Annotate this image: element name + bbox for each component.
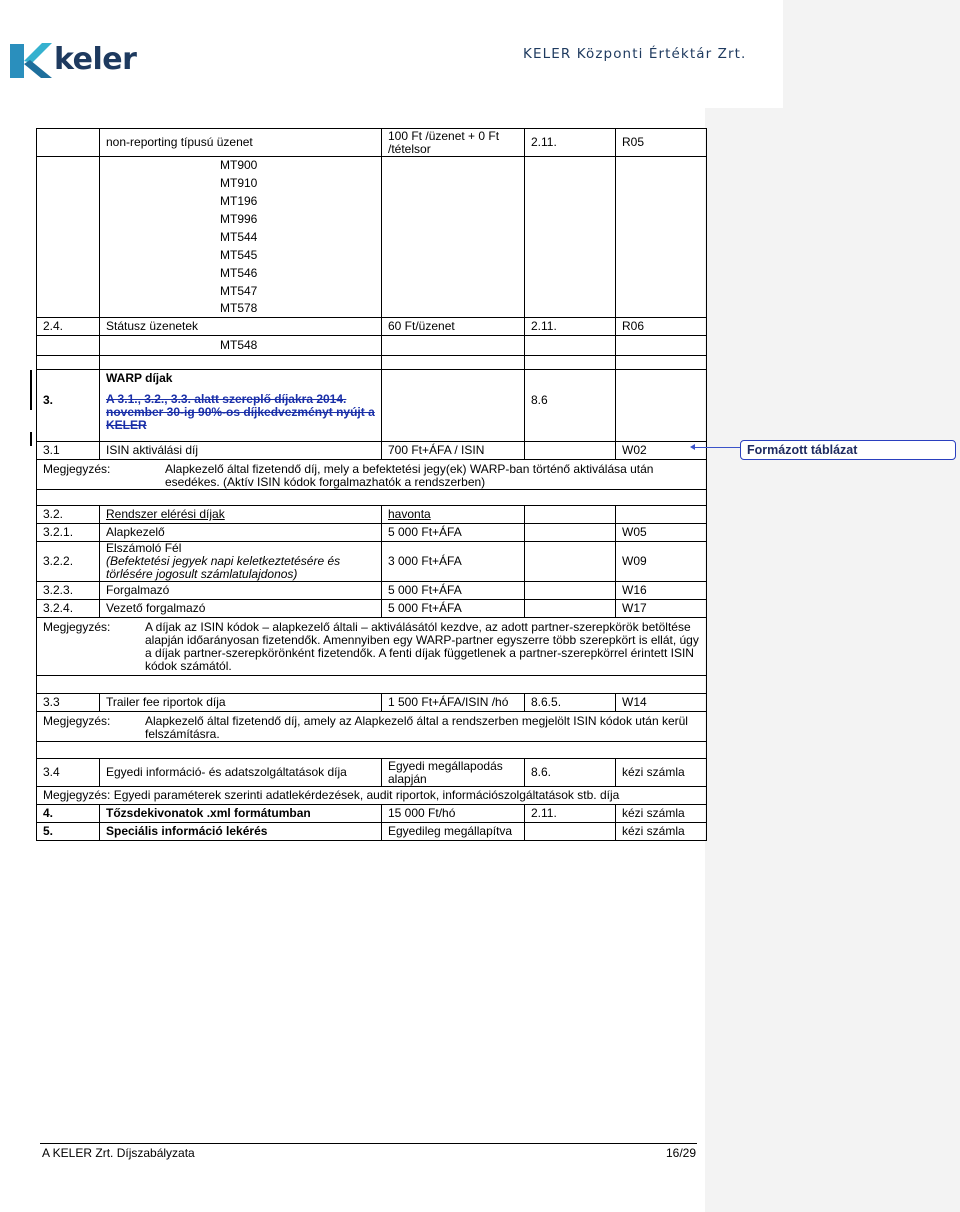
- cell-fee: 100 Ft /üzenet + 0 Ft /tételsor: [382, 129, 525, 157]
- role-name: Elszámoló Fél: [106, 541, 182, 555]
- comment-pane: [705, 108, 960, 1212]
- cell-description: Tőzsdekivonatok .xml formátumban: [100, 805, 382, 823]
- table-row: [37, 694, 707, 712]
- note-cell: [37, 460, 707, 490]
- message-type: MT548: [100, 336, 382, 356]
- table-row: [37, 490, 707, 506]
- cell-code: W02: [616, 442, 707, 460]
- cell-ref: 8.6.5.: [525, 694, 616, 712]
- cell-fee: 3 000 Ft+ÁFA: [382, 542, 525, 582]
- table-row: [37, 712, 707, 742]
- comment-connector: [694, 447, 740, 448]
- cell-number: 3.4: [37, 759, 100, 787]
- message-type: MT910: [100, 175, 382, 193]
- table-row: [37, 805, 707, 823]
- cell-ref: 8.6: [525, 370, 616, 442]
- cell-description: Státusz üzenetek: [100, 318, 382, 336]
- note-cell: [37, 712, 707, 742]
- table-row: [37, 129, 707, 157]
- table-row: [37, 175, 707, 193]
- note-text: A díjak az ISIN kódok – alapkezelő általi – aktiválásától kezdve, az adott partner-szerepkörök betöltése alapján időarányosan fizetendők. Amennyiben egy WARP-partner egyszerre több szerepkört is ellát, úgy a díjak partner-szerepkörönként fizetendők. A fenti díjak függetlenek a partner-szerepkörrel érintett ISIN kódok számától.: [145, 620, 699, 673]
- message-type: MT196: [100, 193, 382, 211]
- deleted-text: A 3.1., 3.2., 3.3. alatt szereplő díjakra 2014. november 30-ig 90%-os díjkedvezményt nyújt a KELER: [106, 392, 375, 432]
- cell-ref: 2.11.: [525, 129, 616, 157]
- cell-code: W16: [616, 582, 707, 600]
- page-number: 16/29: [666, 1146, 697, 1160]
- note-label: Megjegyzés:: [43, 462, 111, 476]
- message-type: MT547: [100, 283, 382, 301]
- table-row: [37, 356, 707, 370]
- cell-number: 3.3: [37, 694, 100, 712]
- cell-ref: 2.11.: [525, 318, 616, 336]
- cell-description: Speciális információ lekérés: [100, 823, 382, 841]
- table-row: [37, 283, 707, 301]
- cell-description: [100, 542, 382, 582]
- table-row: [37, 823, 707, 841]
- table-row: [37, 460, 707, 490]
- cell-fee: Egyedileg megállapítva: [382, 823, 525, 841]
- cell-ref: 2.11.: [525, 805, 616, 823]
- cell-number: 3.2.3.: [37, 582, 100, 600]
- cell-number: 3.: [37, 370, 100, 442]
- role-note: (Befektetési jegyek napi keletkeztetésére és törlésére jogosult számlatulajdonos): [106, 554, 341, 581]
- table-row: [37, 336, 707, 356]
- table-row: [37, 787, 707, 805]
- cell-fee: 700 Ft+ÁFA / ISIN: [382, 442, 525, 460]
- cell-description: ISIN aktiválási díj: [100, 442, 382, 460]
- table-row: [37, 265, 707, 283]
- cell-fee: 1 500 Ft+ÁFA/ISIN /hó: [382, 694, 525, 712]
- note-text: Alapkezelő által fizetendő díj, mely a befektetési jegy(ek) WARP-ban történő aktiválása után esedékes. (Aktív ISIN kódok forgalmazhatók a rendszerben): [165, 462, 654, 489]
- cell-description: Alapkezelő: [100, 524, 382, 542]
- cell-description: Vezető forgalmazó: [100, 600, 382, 618]
- note-label: Megjegyzés:: [43, 620, 111, 634]
- table-row: [37, 301, 707, 318]
- cell-description: Forgalmazó: [100, 582, 382, 600]
- cell-number: 3.1: [37, 442, 100, 460]
- cell-description: Trailer fee riportok díja: [100, 694, 382, 712]
- cell-ref: 8.6.: [525, 759, 616, 787]
- cell-code: kézi számla: [616, 823, 707, 841]
- cell-description: Egyedi információ- és adatszolgáltatások díja: [100, 759, 382, 787]
- message-type: MT900: [100, 157, 382, 175]
- table-row: [37, 524, 707, 542]
- cell-code: R05: [616, 129, 707, 157]
- cell-description: Rendszer elérési díjak: [100, 506, 382, 524]
- cell-number: 3.2.: [37, 506, 100, 524]
- cell-fee: 5 000 Ft+ÁFA: [382, 524, 525, 542]
- cell-code: W17: [616, 600, 707, 618]
- logo-text: keler: [54, 42, 137, 77]
- table-row: [37, 676, 707, 694]
- table-row: [37, 193, 707, 211]
- table-row: [37, 370, 707, 442]
- cell-code: W14: [616, 694, 707, 712]
- note-text: Alapkezelő által fizetendő díj, amely az Alapkezelő által a rendszerben megjelölt ISIN kódok után kerül felszámításra.: [145, 714, 688, 741]
- table-row: [37, 542, 707, 582]
- table-row: [37, 229, 707, 247]
- message-type: MT578: [100, 301, 382, 318]
- note-label: Megjegyzés:: [43, 714, 111, 728]
- margin-band: [783, 0, 960, 108]
- table-row: [37, 582, 707, 600]
- table-row: [37, 618, 707, 676]
- note-text: Megjegyzés: Egyedi paraméterek szerinti adatlekérdezések, audit riportok, információszolgáltatások stb. díja: [37, 787, 707, 805]
- cell-fee: Egyedi megállapodás alapján: [382, 759, 525, 787]
- cell-number: 3.2.1.: [37, 524, 100, 542]
- cell-fee: 5 000 Ft+ÁFA: [382, 582, 525, 600]
- company-name: KELER Központi Értéktár Zrt.: [523, 46, 747, 62]
- cell-description: non-reporting típusú üzenet: [100, 129, 382, 157]
- table-row: [37, 318, 707, 336]
- footer-title: A KELER Zrt. Díjszabályzata: [42, 1146, 195, 1160]
- cell-fee: 5 000 Ft+ÁFA: [382, 600, 525, 618]
- change-bar: [30, 370, 32, 410]
- fee-table: [36, 128, 707, 841]
- cell-fee: 15 000 Ft/hó: [382, 805, 525, 823]
- table-row: [37, 442, 707, 460]
- table-row: [37, 759, 707, 787]
- table-row: [37, 247, 707, 265]
- message-type: MT544: [100, 229, 382, 247]
- table-row: [37, 211, 707, 229]
- cell-fee: havonta: [382, 506, 525, 524]
- cell-description: [100, 370, 382, 442]
- table-row: [37, 506, 707, 524]
- cell-code: W05: [616, 524, 707, 542]
- table-row: [37, 600, 707, 618]
- cell-code: W09: [616, 542, 707, 582]
- cell-code: kézi számla: [616, 759, 707, 787]
- section-title: WARP díjak: [106, 371, 173, 385]
- table-row: [37, 742, 707, 759]
- cell-code: R06: [616, 318, 707, 336]
- message-type: MT546: [100, 265, 382, 283]
- cell-number: 3.2.4.: [37, 600, 100, 618]
- message-type: MT545: [100, 247, 382, 265]
- cell-number: 2.4.: [37, 318, 100, 336]
- cell-code: kézi számla: [616, 805, 707, 823]
- change-bar: [30, 432, 32, 446]
- cell-number: 3.2.2.: [37, 542, 100, 582]
- table-row: [37, 157, 707, 175]
- cell-number: 5.: [37, 823, 100, 841]
- note-cell: [37, 618, 707, 676]
- footer-divider: [40, 1143, 697, 1144]
- comment-balloon[interactable]: Formázott táblázat: [740, 440, 956, 460]
- message-type: MT996: [100, 211, 382, 229]
- cell-fee: 60 Ft/üzenet: [382, 318, 525, 336]
- cell-number: 4.: [37, 805, 100, 823]
